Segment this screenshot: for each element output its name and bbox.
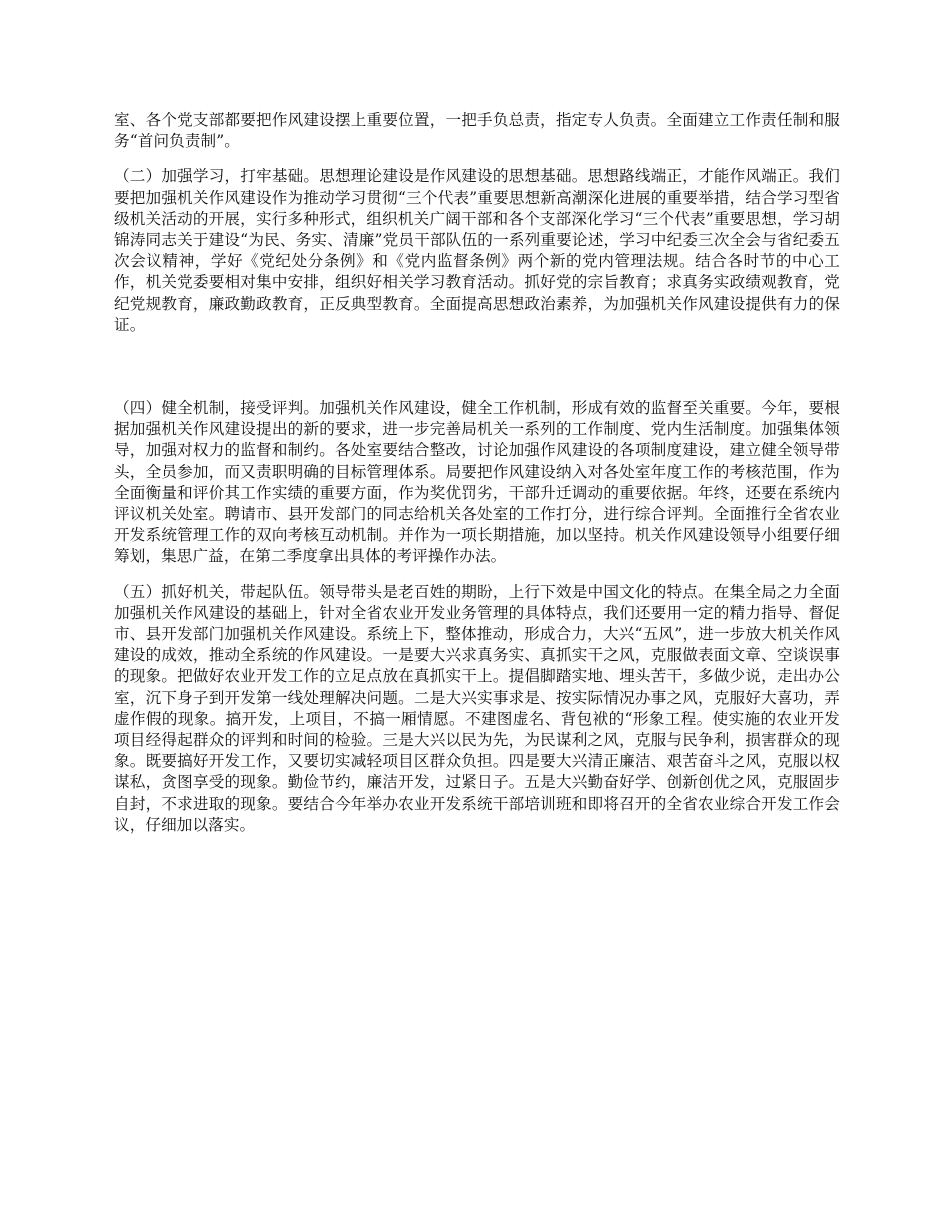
paragraph-responsibility: 室、各个党支部都要把作风建设摆上重要位置，一把手负总责，指定专人负责。全面建立工作责任制和服务“首问负责制”。 [114,111,840,151]
section-gap [114,336,840,398]
paragraph-mechanism: （四）健全机制，接受评判。加强机关作风建设，健全工作机制，形成有效的监督至关重要。今年，要根据加强机关作风建设提出的新的要求，进一步完善局机关一系列的工作制度、党内生活制度。加强集体领导，加强对权力的监督和制约。各处室要结合整改，讨论加强作风建设的各项制度建设，建立健全领导带头，全员参加，而又责职明确的目标管理体系。局要把作风建设纳入对各处室年度工作的考核范围，作为全面衡量和评价其工作实绩的重要方面，作为奖优罚劣，干部升迁调动的重要依据。年终，还要在系统内评议机关处室。聘请市、县开发部门的同志给机关各处室的工作打分，进行综合评判。全面推行全省农业开发系统管理工作的双向考核互动机制。并作为一项长期措施，加以坚持。机关作风建设领导小组要仔细筹划，集思广益，在第二季度拿出具体的考评操作办法。 [114,399,840,566]
paragraph-organs: （五）抓好机关，带起队伍。领导带头是老百姓的期盼，上行下效是中国文化的特点。在集全局之力全面加强机关作风建设的基础上，针对全省农业开发业务管理的具体特点，我们还要用一定的精力指导、督促市、县开发部门加强机关作风建设。系统上下，整体推动，形成合力，大兴“五风”，进一步放大机关作风建设的成效，推动全系统的作风建设。一是要大兴求真务实、真抓实干之风，克服做表面文章、空谈误事的现象。把做好农业开发工作的立足点放在真抓实干上。提倡脚踏实地、埋头苦干，多做少说，走出办公室，沉下身子到开发第一线处理解决问题。二是大兴实事求是、按实际情况办事之风，克服好大喜功，弄虚作假的现象。搞开发，上项目，不搞一厢情愿。不建图虚名、背包袱的“形象工程。使实施的农业开发项目经得起群众的评判和时间的检验。三是大兴以民为先，为民谋利之风，克服与民争利，损害群众的现象。既要搞好开发工作，又要切实减轻项目区群众负担。四是要大兴清正廉洁、艰苦奋斗之风，克服以权谋私，贪图享受的现象。勤俭节约，廉洁开发，过紧日子。五是大兴勤奋好学、创新创优之风，克服固步自封，不求进取的现象。要结合今年举办农业开发系统干部培训班和即将召开的全省农业综合开发工作会议，仔细加以落实。 [114,582,840,834]
paragraph-study: （二）加强学习，打牢基础。思想理论建设是作风建设的思想基础。思想路线端正，才能作风端正。我们要把加强机关作风建设作为推动学习贯彻“三个代表”重要思想新高潮深化进展的重要举措，结合学习型省级机关活动的开展，实行多种形式，组织机关广阔干部和各个支部深化学习“三个代表”重要思想，学习胡锦涛同志关于建设“为民、务实、清廉”党员干部队伍的一系列重要论述，学习中纪委三次全会与省纪委五次会议精神，学好《党纪处分条例》和《党内监督条例》两个新的党内管理法规。结合各时节的中心工作，机关党委要相对集中安排，组织好相关学习教育活动。抓好党的宗旨教育；求真务实政绩观教育，党纪党规教育，廉政勤政教育，正反典型教育。全面提高思想政治素养，为加强机关作风建设提供有力的保证。 [114,167,840,334]
document-page [114,110,840,836]
